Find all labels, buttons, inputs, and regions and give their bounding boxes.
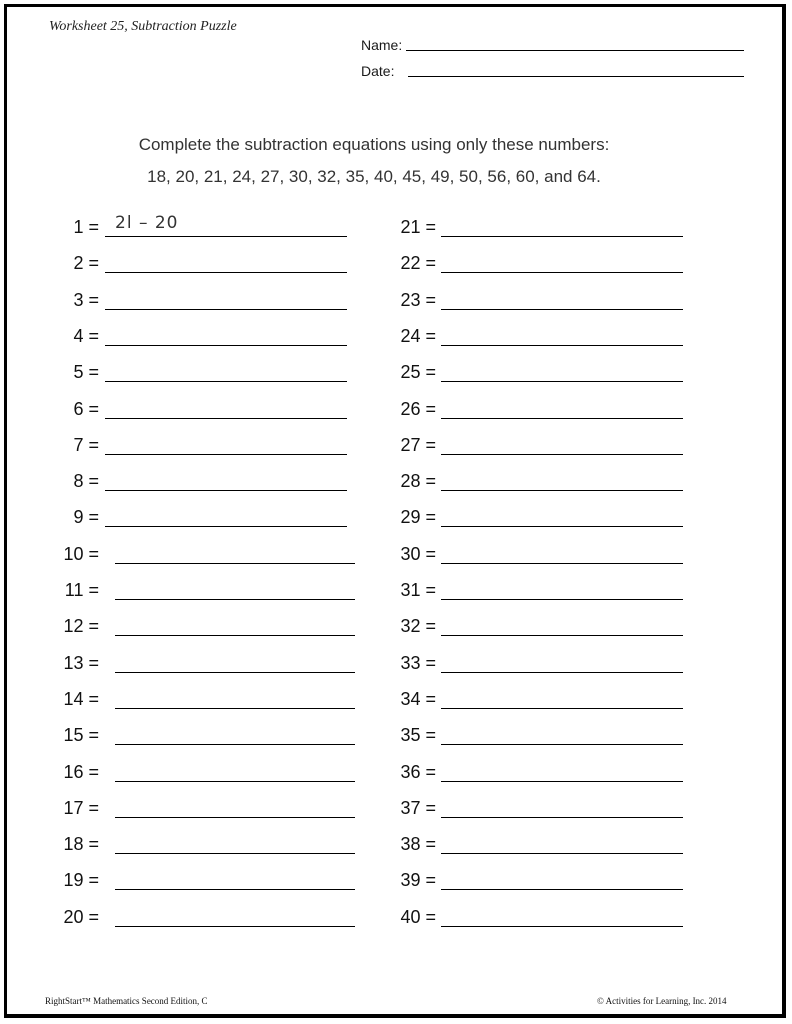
answer-line[interactable] <box>441 236 683 237</box>
equation-number: 22 = <box>400 253 436 274</box>
equation-number: 2 = <box>73 253 99 274</box>
instructions-numbers: 18, 20, 21, 24, 27, 30, 32, 35, 40, 45, 49, 50, 56, 60, and 64. <box>147 167 601 186</box>
equation-row <box>0 762 792 786</box>
answer-line[interactable] <box>441 853 683 854</box>
answer-line[interactable] <box>441 672 683 673</box>
worksheet-title: Worksheet 25, Subtraction Puzzle <box>49 19 237 34</box>
equation-number: 10 = <box>63 543 99 564</box>
equation-number: 17 = <box>63 797 99 818</box>
answer-line[interactable] <box>441 635 683 636</box>
equation-number: 38 = <box>400 834 436 855</box>
equation-number: 36 = <box>400 761 436 782</box>
equation-number: 19 = <box>63 870 99 891</box>
equation-row <box>0 362 792 386</box>
equation-number: 23 = <box>400 289 436 310</box>
equation-number: 3 = <box>73 289 99 310</box>
answer-line[interactable] <box>441 781 683 782</box>
equation-number: 4 = <box>73 325 99 346</box>
equation-number: 18 = <box>63 834 99 855</box>
equation-number: 27 = <box>400 434 436 455</box>
equation-row <box>0 907 792 931</box>
equation-number: 32 = <box>400 616 436 637</box>
equation-number: 5 = <box>73 362 99 383</box>
equation-row <box>0 435 792 459</box>
answer-line[interactable] <box>441 599 683 600</box>
equation-row <box>0 253 792 277</box>
answer-line[interactable] <box>441 563 683 564</box>
equation-number: 7 = <box>73 434 99 455</box>
equation-number: 30 = <box>400 543 436 564</box>
answer-line[interactable] <box>441 309 683 310</box>
equation-number: 20 = <box>63 906 99 927</box>
answer-line[interactable] <box>441 454 683 455</box>
equation-row <box>0 217 792 241</box>
equation-number: 34 = <box>400 688 436 709</box>
date-line[interactable] <box>408 76 744 77</box>
equation-number: 9 = <box>73 507 99 528</box>
footer-right: © Activities for Learning, Inc. 2014 <box>597 996 727 1006</box>
name-label: Name: <box>361 37 403 53</box>
answer-line[interactable] <box>441 817 683 818</box>
equation-row <box>0 616 792 640</box>
answer-line[interactable] <box>441 526 683 527</box>
answer-line[interactable] <box>441 381 683 382</box>
equation-number: 26 = <box>400 398 436 419</box>
equation-number: 15 = <box>63 725 99 746</box>
equation-row <box>0 689 792 713</box>
equation-number: 12 = <box>63 616 99 637</box>
equation-row <box>0 580 792 604</box>
answer-line[interactable] <box>441 345 683 346</box>
date-field[interactable] <box>361 63 745 81</box>
answer-line[interactable] <box>441 490 683 491</box>
handwritten-answer: 2l – 20 <box>115 213 179 233</box>
equation-row <box>0 544 792 568</box>
equation-number: 16 = <box>63 761 99 782</box>
equation-number: 1 = <box>73 217 99 237</box>
equation-number: 29 = <box>400 507 436 528</box>
equation-row <box>0 653 792 677</box>
answer-line[interactable] <box>441 708 683 709</box>
equation-row <box>0 725 792 749</box>
equation-row <box>0 399 792 423</box>
equation-number: 11 = <box>64 580 99 600</box>
equation-number: 14 = <box>63 688 99 709</box>
equation-number: 8 = <box>73 471 99 492</box>
equation-number: 31 = <box>400 580 436 600</box>
equation-row <box>0 290 792 314</box>
answer-line[interactable] <box>441 418 683 419</box>
answer-line[interactable] <box>441 744 683 745</box>
name-line[interactable] <box>406 50 744 51</box>
equation-row <box>0 834 792 858</box>
equation-number: 13 = <box>63 652 99 673</box>
answer-line[interactable] <box>441 272 683 273</box>
instructions-line-1: Complete the subtraction equations using only these numbers: <box>138 135 610 154</box>
equation-row <box>0 870 792 894</box>
equation-number: 25 = <box>400 362 436 383</box>
name-field[interactable] <box>361 37 745 55</box>
equation-number: 21 = <box>400 217 436 237</box>
equation-row <box>0 798 792 822</box>
equation-number: 35 = <box>400 725 436 746</box>
equation-number: 28 = <box>400 471 436 492</box>
answer-line[interactable] <box>441 926 683 927</box>
footer-left: RightStart™ Mathematics Second Edition, C <box>45 996 208 1006</box>
equation-number: 6 = <box>73 398 99 419</box>
equation-row <box>0 326 792 350</box>
date-label: Date: <box>361 63 395 79</box>
equation-number: 33 = <box>400 652 436 673</box>
equation-number: 40 = <box>400 906 436 927</box>
equation-number: 37 = <box>400 797 436 818</box>
equation-number: 24 = <box>400 325 436 346</box>
equation-row <box>0 471 792 495</box>
equation-row <box>0 507 792 531</box>
answer-line[interactable] <box>441 889 683 890</box>
equation-number: 39 = <box>400 870 436 891</box>
